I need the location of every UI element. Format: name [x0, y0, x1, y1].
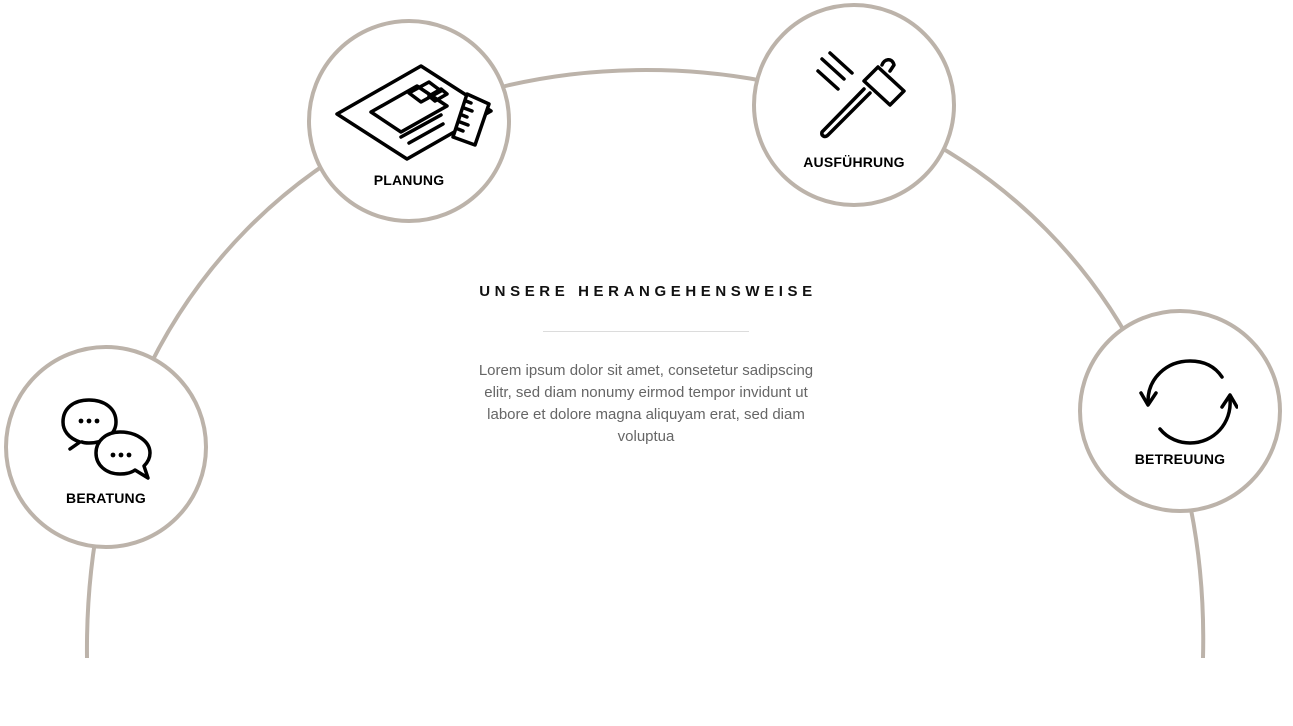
step-betreuung[interactable] — [1078, 309, 1282, 513]
step-label-betreuung: BETREUUNG — [1134, 451, 1226, 467]
step-beratung[interactable] — [4, 345, 208, 549]
step-label-planung: PLANUNG — [373, 172, 445, 188]
speech-bubbles-icon — [58, 394, 158, 484]
blueprint-ruler-icon — [329, 59, 499, 169]
heading-divider — [543, 331, 749, 332]
step-ausfuehrung[interactable] — [752, 3, 956, 207]
refresh-cycle-icon — [1138, 357, 1238, 447]
step-planung[interactable] — [307, 19, 511, 223]
section-heading: UNSERE HERANGEHENSWEISE — [479, 283, 817, 300]
approach-section — [446, 283, 846, 448]
step-label-beratung: BERATUNG — [66, 490, 146, 506]
section-description: Lorem ipsum dolor sit amet, consetetur sadipscing elitr, sed diam nonumy eirmod tempor invidunt ut labore et dolore magna aliquyam erat, sed diam voluptua — [478, 362, 814, 445]
step-label-ausfuehrung: AUSFÜHRUNG — [803, 154, 905, 170]
hammer-icon — [812, 49, 912, 144]
